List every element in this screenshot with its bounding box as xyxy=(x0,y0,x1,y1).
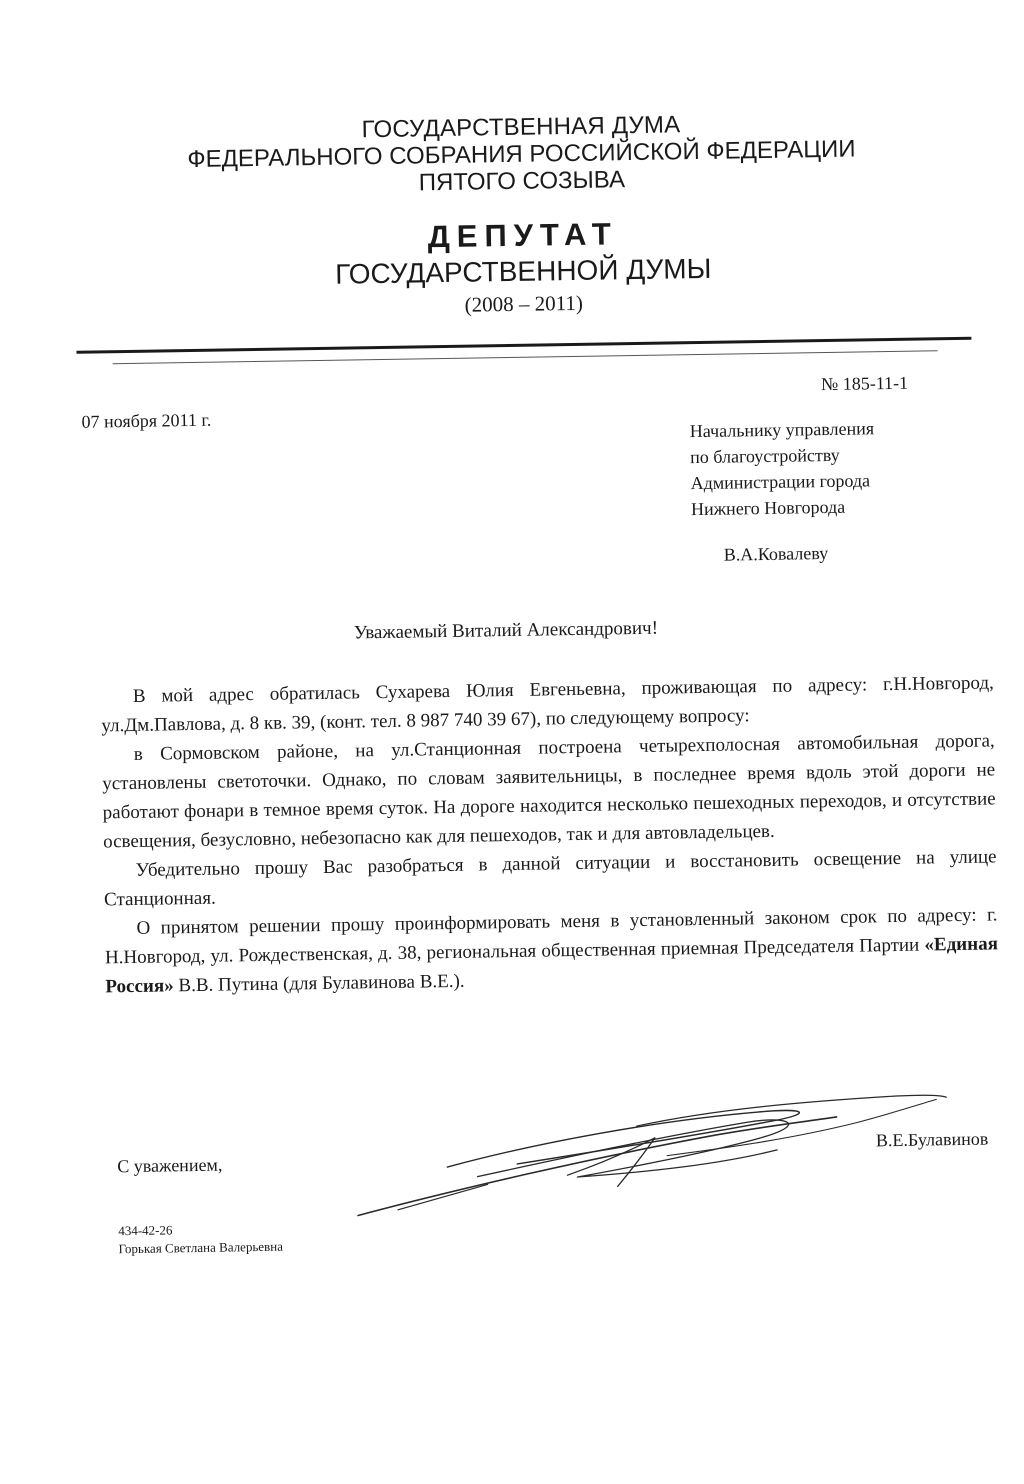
party-name: «Единая Россия» xyxy=(105,933,999,998)
body-paragraph-2: в Сормовском районе, на ул.Станционная построена четырехполосная автомобильная дорога, установлены светоточки. Однако, по словам заявительницы, в последнее время вдоль этой дороги не работают фонари в темное время суток. На дороге находится несколько пешеходных переходов, и отсутствие освещения, безусловно, небезопасно как для пешеходов, так и для автовладельцев. xyxy=(102,730,996,853)
greeting: Уважаемый Виталий Александрович! xyxy=(353,617,659,644)
header-line-2: ФЕДЕРАЛЬНОГО СОБРАНИЯ РОССИЙСКОЙ ФЕДЕРАЦИИ xyxy=(187,135,856,174)
document-date: 07 ноября 2011 г. xyxy=(81,409,212,432)
signature-stroke xyxy=(447,1110,801,1167)
body-paragraph-3: Убедительно прошу Вас разобраться в данной ситуации и восстановить освещение на улице Станционная. xyxy=(103,846,997,911)
addressee-line: по благоустройству xyxy=(690,444,840,468)
body-paragraph-4-end: В.В. Путина (для Булавинова В.Е.). xyxy=(173,970,465,997)
body-paragraph-1: В мой адрес обратилась Сухарева Юлия Евгеньевна, проживающая по адресу: г.Н.Новгород, ул.Дм.Павлова, д. 8 кв. 39, (конт. тел. 8 987 740 39 67), по следующему вопросу: xyxy=(101,672,994,737)
header-subtitle: ГОСУДАРСТВЕННОЙ ДУМЫ xyxy=(334,252,712,290)
executor-name: Горькая Светлана Валерьевна xyxy=(118,1238,284,1257)
letter-body xyxy=(101,668,999,1001)
executor-phone: 434-42-26 xyxy=(118,1222,173,1239)
header-term: (2008 – 2011) xyxy=(464,290,584,317)
closing-phrase: С уважением, xyxy=(117,1154,223,1177)
header-line-3: ПЯТОГО СОЗЫВА xyxy=(418,166,626,197)
header-title: ДЕПУТАТ xyxy=(427,216,619,255)
addressee-block xyxy=(690,415,876,522)
addressee-line: Начальнику управления xyxy=(689,418,875,442)
handwritten-signature xyxy=(336,1081,958,1231)
header-line-1: ГОСУДАРСТВЕННАЯ ДУМА xyxy=(361,111,681,144)
body-paragraph-4 xyxy=(104,900,998,1001)
signer-name: В.Е.Булавинов xyxy=(875,1128,989,1151)
addressee-line: Нижнего Новгорода xyxy=(690,496,846,520)
signature-stroke xyxy=(398,1184,488,1209)
addressee-name: В.А.Ковалеву xyxy=(723,543,829,565)
addressee-line: Администрации города xyxy=(690,470,871,494)
header-divider-thin xyxy=(113,350,938,364)
document-number: № 185-11-1 xyxy=(820,372,909,395)
signature-stroke xyxy=(666,1099,937,1155)
body-paragraph-4-start: О принятом решении прошу проинформировать меня в установленный законом срок по адресу: г. Н.Новгород, ул. Рождественская, д. 38, региональная общественная приемная Председателя Партии xyxy=(104,904,998,969)
